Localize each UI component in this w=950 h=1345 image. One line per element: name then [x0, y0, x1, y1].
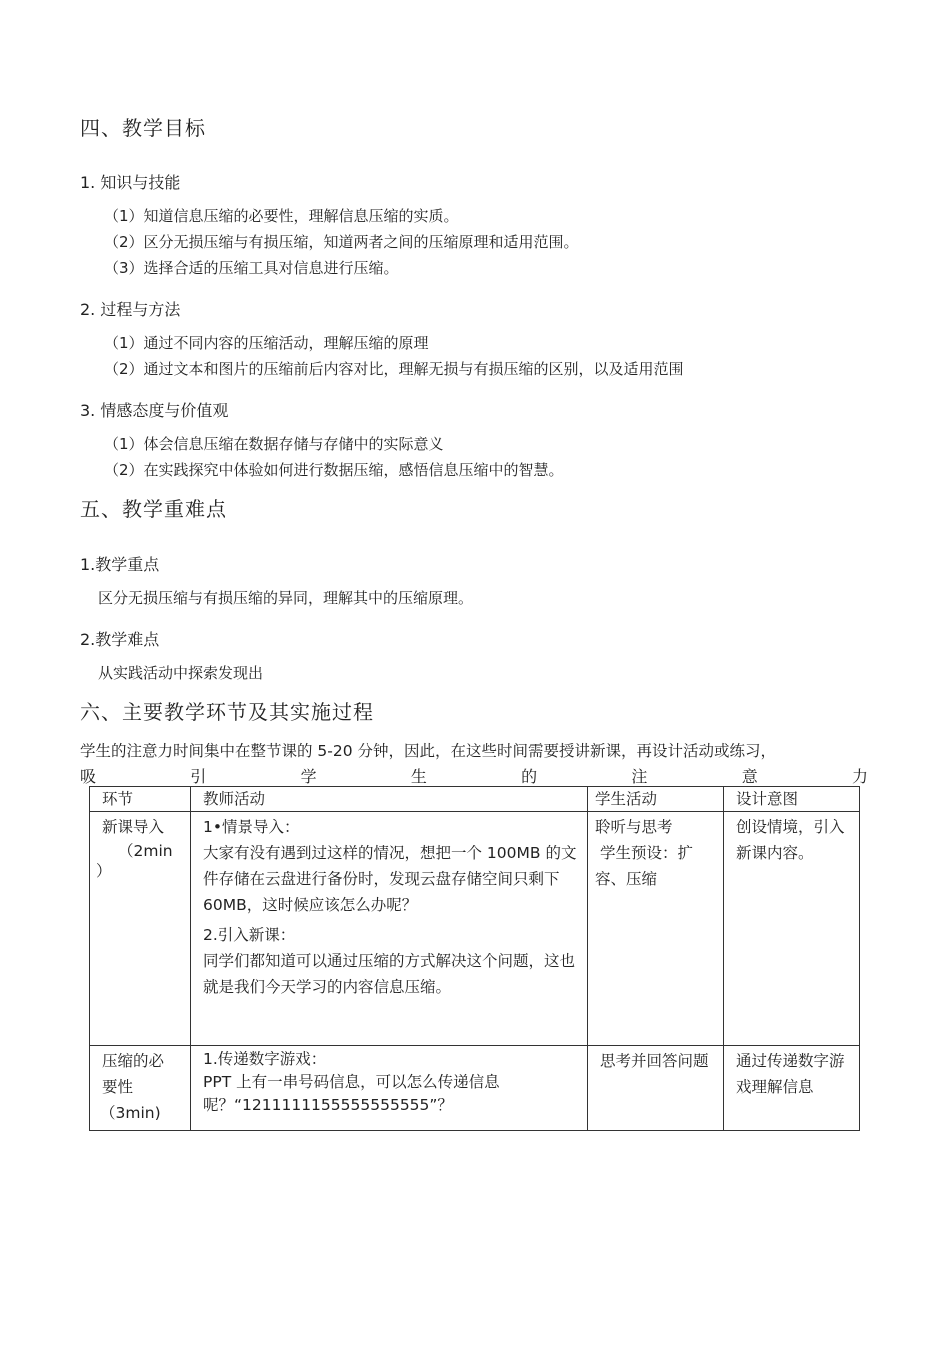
objective-item: （2）在实践探究中体验如何进行数据压缩，感悟信息压缩中的智慧。 [104, 461, 564, 479]
teacher-line: PPT 上有一串号码信息，可以怎么传递信息呢？“1211111155555555555”？ [203, 1073, 500, 1114]
header-student: 学生活动 [588, 787, 724, 812]
student-line: 思考并回答问题 [595, 1052, 709, 1070]
objective-item: （1）知道信息压缩的必要性，理解信息压缩的实质。 [104, 207, 459, 225]
objective-item: （3）选择合适的压缩工具对信息进行压缩。 [104, 259, 399, 277]
stage-line: 要性 [102, 1078, 134, 1096]
intent-text: 创设情境，引入新课内容。 [736, 818, 845, 862]
intro-char: 的 [521, 767, 538, 786]
student-cell [588, 1046, 724, 1131]
key-point-heading: 1.教学重点 [80, 555, 160, 574]
stage-line: 压缩的必 [102, 1052, 165, 1070]
teaching-plan-table [89, 786, 860, 1131]
stage-line: 新课导入 [102, 818, 165, 836]
intent-cell [724, 812, 860, 1046]
objective-item: （2）区分无损压缩与有损压缩，知道两者之间的压缩原理和适用范围。 [104, 233, 579, 251]
intro-char: 意 [741, 767, 758, 786]
section-5-title: 五、教学重难点 [80, 497, 227, 521]
student-line: 聆听与思考 [595, 818, 673, 836]
teacher-cell [191, 812, 588, 1046]
objective-heading-knowledge: 1. 知识与技能 [80, 173, 181, 192]
objective-item: （1）通过不同内容的压缩活动，理解压缩的原理 [104, 334, 429, 352]
stage-cell [90, 1046, 191, 1131]
section-4-title: 四、教学目标 [80, 116, 206, 140]
table-header-row [90, 787, 860, 812]
teacher-line: 同学们都知道可以通过压缩的方式解决这个问题，这也就是我们今天学习的内容信息压缩。 [203, 952, 576, 996]
intro-char: 引 [190, 767, 207, 786]
difficult-point-heading: 2.教学难点 [80, 630, 160, 649]
header-intent: 设计意图 [724, 787, 860, 812]
table-row [90, 812, 860, 1046]
section-6-title: 六、主要教学环节及其实施过程 [80, 700, 374, 724]
stage-line: ） [96, 862, 112, 880]
table-row [90, 1046, 860, 1131]
objective-item: （2）通过文本和图片的压缩前后内容对比，理解无损与有损压缩的区别，以及适用范围 [104, 360, 684, 378]
header-teacher: 教师活动 [191, 787, 588, 812]
intent-cell [724, 1046, 860, 1131]
stage-line: （2min [118, 842, 173, 860]
teacher-cell [191, 1046, 588, 1131]
teacher-line: 2.引入新课： [203, 926, 296, 944]
objective-item: （1）体会信息压缩在数据存储与存储中的实际意义 [104, 435, 444, 453]
teacher-line: 1•情景导入： [203, 818, 300, 836]
stage-cell [90, 812, 191, 1046]
intro-char: 吸 [80, 767, 97, 786]
student-cell [588, 812, 724, 1046]
objective-heading-attitude: 3. 情感态度与价值观 [80, 401, 229, 420]
intro-char: 注 [631, 767, 648, 786]
difficult-point-text: 从实践活动中探索发现出 [98, 664, 264, 682]
objective-heading-process: 2. 过程与方法 [80, 300, 181, 319]
key-point-text: 区分无损压缩与有损压缩的异同，理解其中的压缩原理。 [98, 589, 474, 607]
student-line: 学生预设：扩容、压缩 [595, 844, 693, 888]
stage-line: （3min) [100, 1104, 161, 1122]
header-stage: 环节 [90, 787, 191, 812]
intro-char: 生 [410, 767, 427, 786]
intro-char: 力 [851, 767, 868, 786]
teacher-line: 大家有没有遇到过这样的情况，想把一个 100MB 的文件存储在云盘进行备份时，发现云盘存储空间只剩下 60MB，这时候应该怎么办呢？ [203, 844, 577, 914]
section-6-intro-justified-line [80, 764, 868, 787]
intent-text: 通过传递数字游戏理解信息 [736, 1052, 845, 1096]
intro-char: 学 [300, 767, 317, 786]
section-6-intro: 学生的注意力时间集中在整节课的 5-20 分钟，因此，在这些时间需要授讲新课，再设计活动或练习， [80, 742, 777, 760]
teacher-line: 1.传递数字游戏： [203, 1050, 327, 1068]
